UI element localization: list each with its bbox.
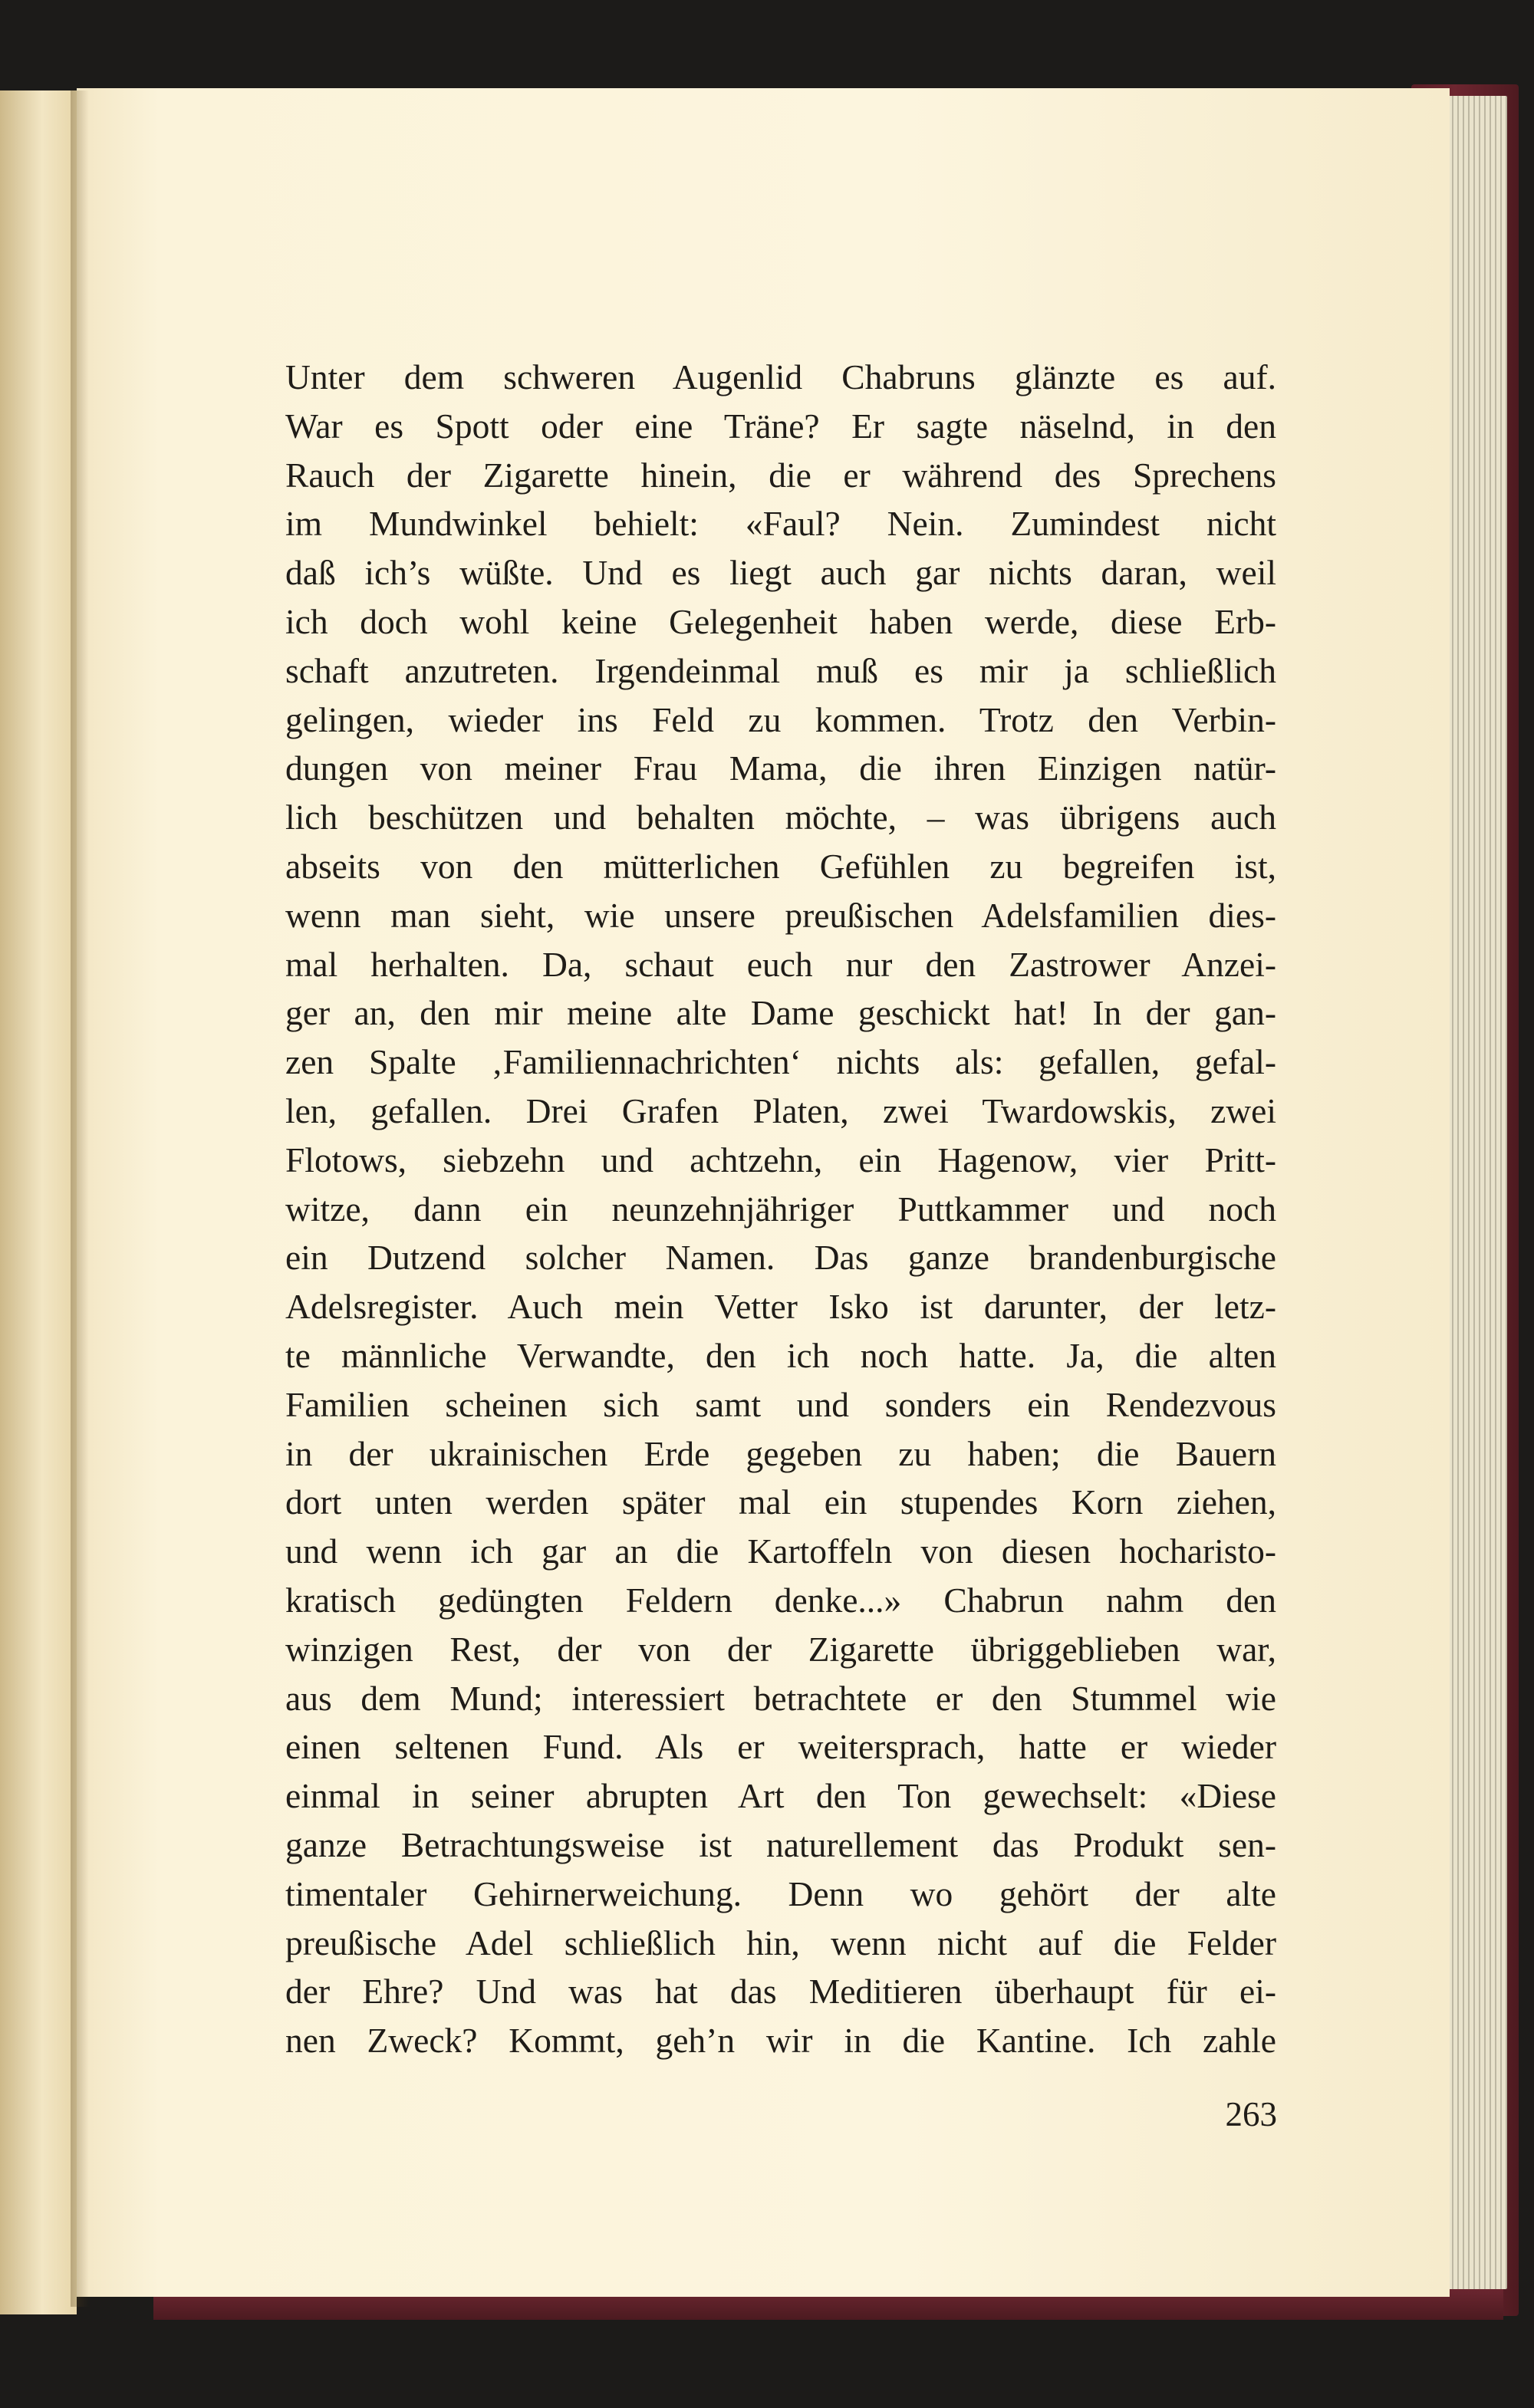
text-line-20: Adelsregister. Auch mein Vetter Isko ist darunter, der letz-	[285, 1287, 1276, 1327]
text-line-33: preußische Adel schließlich hin, wenn nicht auf die Felder	[285, 1923, 1276, 1962]
book-page	[77, 88, 1450, 2297]
text-line-4: im Mundwinkel behielt: «Faul? Nein. Zumindest nicht	[285, 504, 1276, 544]
text-line-9: dungen von meiner Frau Mama, die ihren Einzigen natür-	[285, 748, 1276, 788]
gutter-shadow	[71, 90, 89, 2307]
text-line-25: und wenn ich gar an die Kartoffeln von diesen hocharisto-	[285, 1531, 1276, 1571]
text-line-14: ger an, den mir meine alte Dame geschickt hat! In der gan-	[285, 993, 1276, 1033]
text-line-15: zen Spalte ‚Familiennachrichten‘ nichts als: gefallen, gefal-	[285, 1042, 1276, 1082]
text-line-13: mal herhalten. Da, schaut euch nur den Zastrower Anzei-	[285, 944, 1276, 984]
text-line-2: War es Spott oder eine Träne? Er sagte näselnd, in den	[285, 406, 1276, 446]
facing-page-edge	[0, 90, 77, 2314]
text-line-34: der Ehre? Und was hat das Meditieren überhaupt für ei-	[285, 1972, 1276, 2012]
text-line-16: len, gefallen. Drei Grafen Platen, zwei Twardowskis, zwei	[285, 1091, 1276, 1130]
body-text	[285, 353, 1276, 2065]
text-line-23: in der ukrainischen Erde gegeben zu haben; die Bauern	[285, 1433, 1276, 1473]
text-line-6: ich doch wohl keine Gelegenheit haben werde, diese Erb-	[285, 601, 1276, 641]
page-number: 263	[1225, 2095, 1277, 2133]
text-line-27: winzigen Rest, der von der Zigarette übriggeblieben war,	[285, 1629, 1276, 1669]
text-line-12: wenn man sieht, wie unsere preußischen Adelsfamilien dies-	[285, 895, 1276, 935]
text-line-5: daß ich’s wüßte. Und es liegt auch gar nichts daran, weil	[285, 553, 1276, 593]
text-line-7: schaft anzutreten. Irgendeinmal muß es mir ja schließlich	[285, 650, 1276, 690]
text-line-28: aus dem Mund; interessiert betrachtete er den Stummel wie	[285, 1678, 1276, 1718]
text-line-11: abseits von den mütterlichen Gefühlen zu begreifen ist,	[285, 846, 1276, 886]
text-line-24: dort unten werden später mal ein stupendes Korn ziehen,	[285, 1482, 1276, 1522]
text-line-30: einmal in seiner abrupten Art den Ton gewechselt: «Diese	[285, 1776, 1276, 1816]
text-line-31: ganze Betrachtungsweise ist naturellement das Produkt sen-	[285, 1824, 1276, 1864]
text-line-22: Familien scheinen sich samt und sonders ein Rendezvous	[285, 1384, 1276, 1424]
text-line-18: witze, dann ein neunzehnjähriger Puttkammer und noch	[285, 1189, 1276, 1229]
text-line-21: te männliche Verwandte, den ich noch hatte. Ja, die alten	[285, 1335, 1276, 1375]
text-line-10: lich beschützen und behalten möchte, – was übrigens auch	[285, 798, 1276, 837]
text-line-32: timentaler Gehirnerweichung. Denn wo gehört der alte	[285, 1873, 1276, 1913]
text-line-19: ein Dutzend solcher Namen. Das ganze brandenburgische	[285, 1238, 1276, 1278]
text-line-26: kratisch gedüngten Feldern denke...» Chabrun nahm den	[285, 1580, 1276, 1620]
text-line-1: Unter dem schweren Augenlid Chabruns glänzte es auf.	[285, 357, 1276, 396]
text-line-8: gelingen, wieder ins Feld zu kommen. Trotz den Verbin-	[285, 699, 1276, 739]
text-line-17: Flotows, siebzehn und achtzehn, ein Hagenow, vier Pritt-	[285, 1140, 1276, 1179]
text-line-29: einen seltenen Fund. Als er weitersprach, hatte er wieder	[285, 1727, 1276, 1767]
text-line-35: nen Zweck? Kommt, geh’n wir in die Kantine. Ich zahle	[285, 2021, 1276, 2061]
text-line-3: Rauch der Zigarette hinein, die er während des Sprechens	[285, 455, 1276, 495]
